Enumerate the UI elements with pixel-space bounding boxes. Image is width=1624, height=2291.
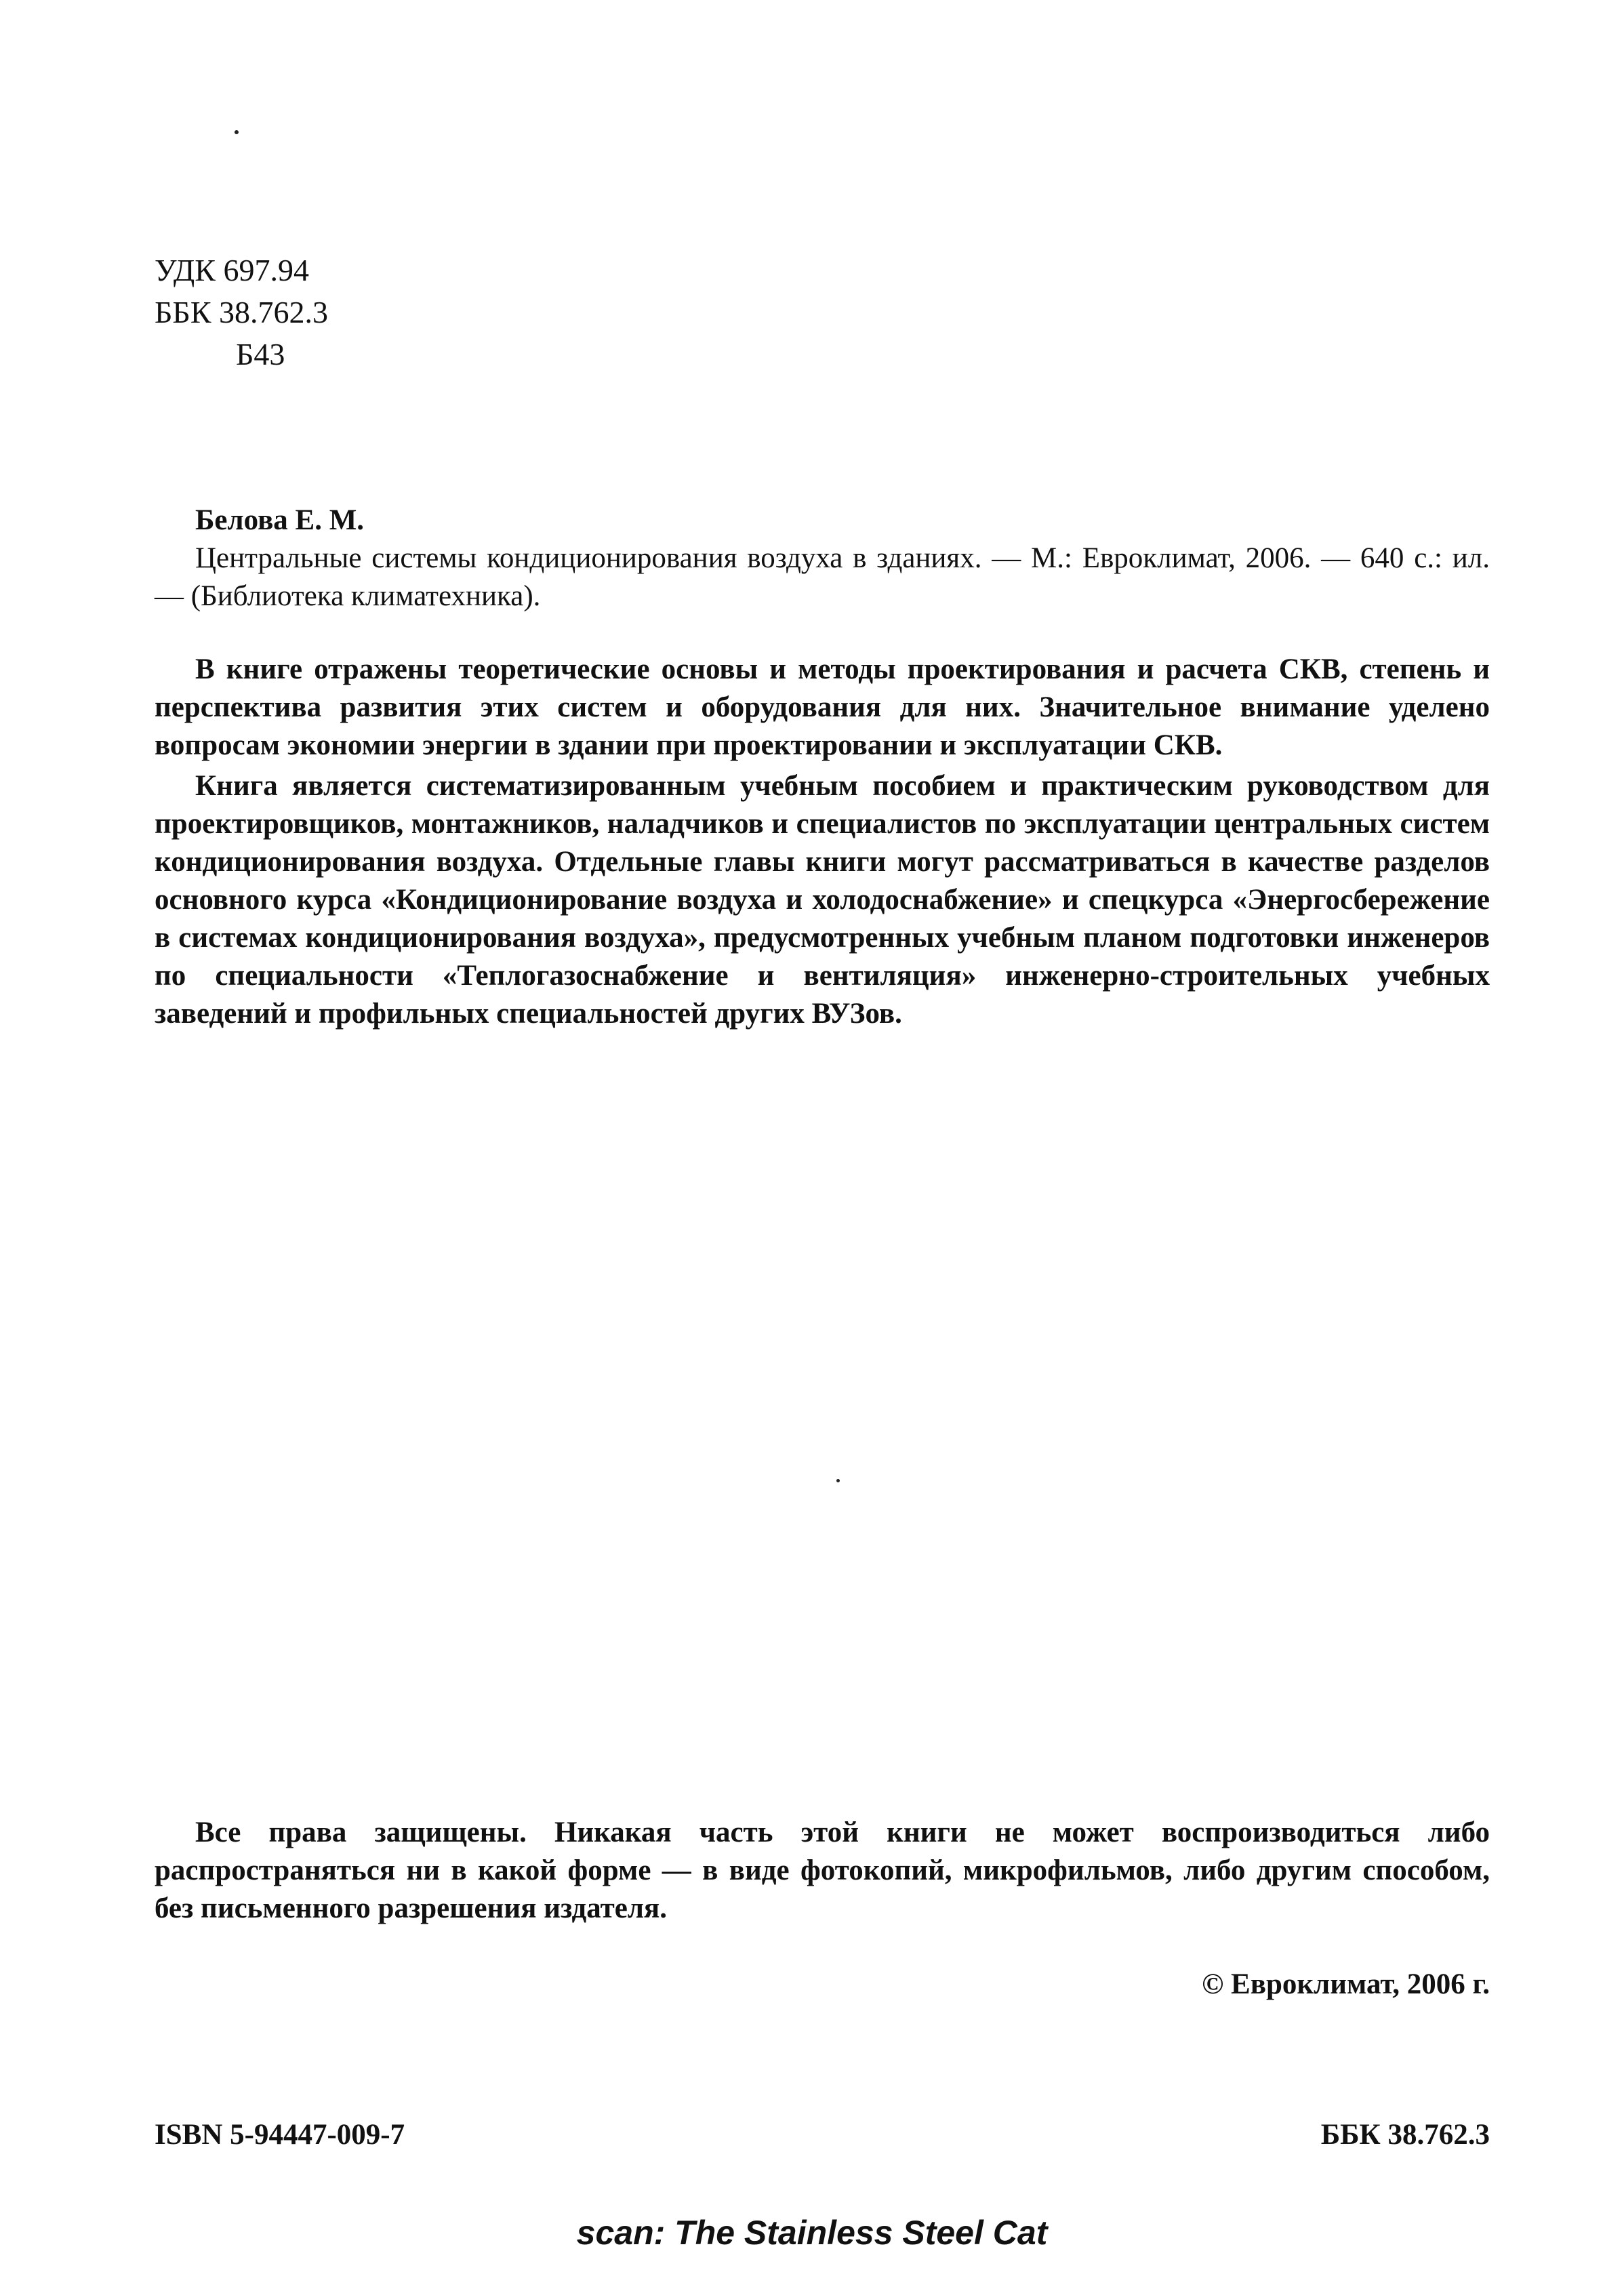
scan-speck bbox=[235, 130, 239, 134]
author-mark: Б43 bbox=[236, 337, 285, 371]
udk-code: УДК 697.94 bbox=[155, 253, 309, 287]
bbk-footer: ББК 38.762.3 bbox=[1320, 2119, 1490, 2151]
annotation-paragraph: Книга является систематизированным учебным пособием и практическим руководством для проектировщиков, монтажников, наладчиков и специалистов по эксплуатации центральных систем кондиционирования воздуха. Отдельные главы книги могут рассматриваться в качестве разделов основного курса «Кондиционирование воздуха и холодоснабжение» и спецкурса «Энергосбережение в системах кондиционирования воздуха», предусмотренных учебным планом подготовки инженеров по специальности «Теплогазоснабжение и вентиляция» инженерно-строительных учебных заведений и профильных специальностей других ВУЗов. bbox=[155, 770, 1490, 1030]
scan-credit: scan: The Stainless Steel Cat bbox=[576, 2214, 1048, 2252]
copyright-line: © Евроклимат, 2006 г. bbox=[1202, 1968, 1490, 2000]
rights-notice bbox=[155, 1814, 1490, 1928]
annotation bbox=[155, 651, 1490, 1036]
bibliographic-record bbox=[155, 502, 1490, 615]
rights-text: Все права защищены. Никакая часть этой книги не может воспроизводиться либо распространяться ни в какой форме — в виде фотокопий, микрофильмов, либо другим способом, без письменного разрешения издателя. bbox=[155, 1817, 1490, 1924]
classification-codes bbox=[155, 249, 328, 376]
bbk-code: ББК 38.762.3 bbox=[155, 295, 329, 329]
bibliographic-description: Центральные системы кондиционирования воздуха в зданиях. — М.: Евроклимат, 2006. — 640 с.: ил. — (Библиотека климатехника). bbox=[155, 542, 1490, 612]
author-name: Белова Е. М. bbox=[195, 504, 365, 536]
annotation-paragraph: В книге отражены теоретические основы и методы проектирования и расчета СКВ, степень и перспектива развития этих систем и оборудования для них. Значительное внимание уделено вопросам экономии энергии в здании при проектировании и эксплуатации СКВ. bbox=[155, 653, 1490, 761]
isbn: ISBN 5-94447-009-7 bbox=[155, 2119, 405, 2151]
scan-speck bbox=[836, 1479, 840, 1482]
